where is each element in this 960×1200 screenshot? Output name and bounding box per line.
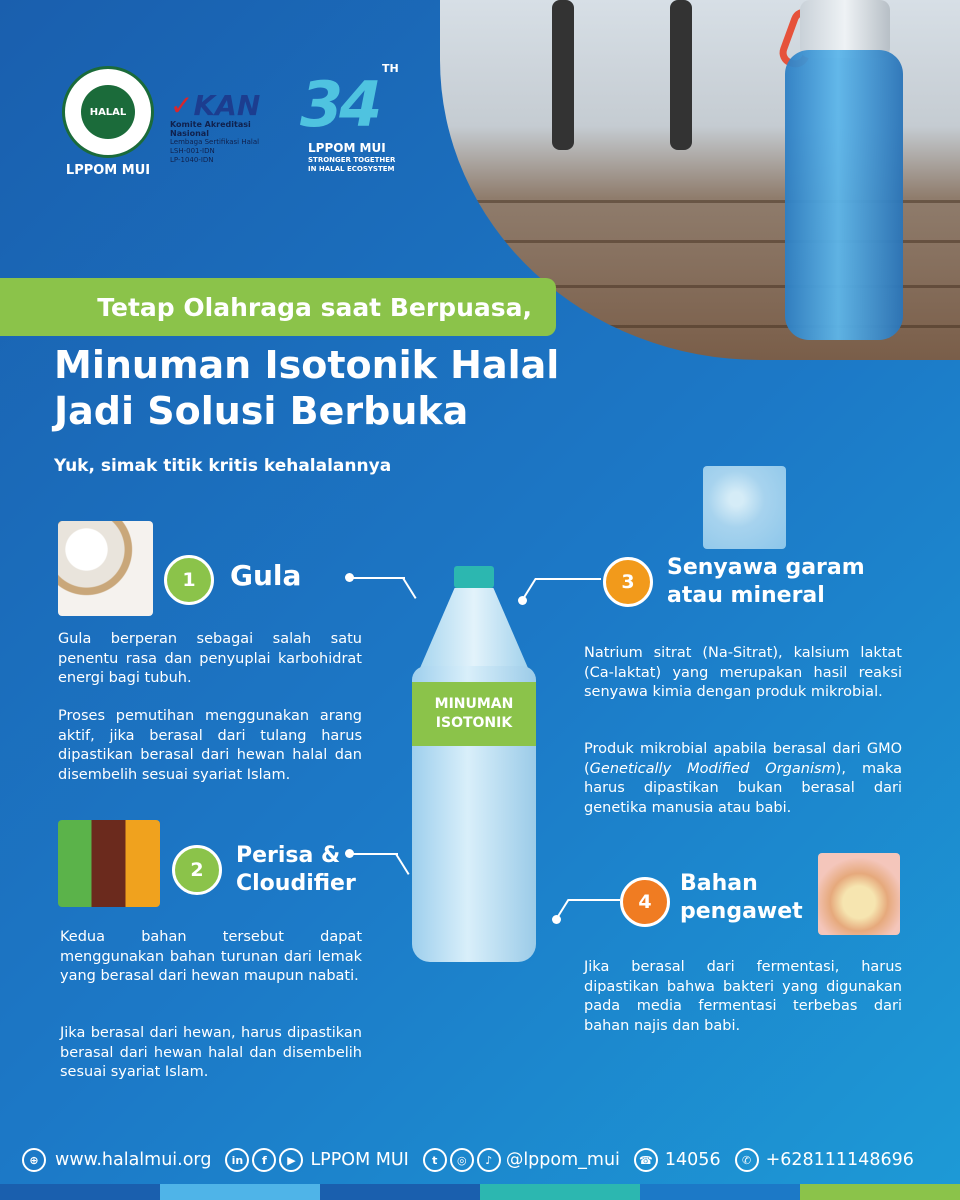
page-title: Minuman Isotonik Halal Jadi Solusi Berbuka bbox=[54, 343, 560, 433]
item-title-3: Senyawa garam atau mineral bbox=[667, 555, 865, 608]
item-1-paragraph-1: Gula berperan sebagai salah satu penentu rasa dan penyuplai karbohidrat energi bagi tubuh. bbox=[58, 631, 362, 686]
kan-logo: ✓KAN Komite Akreditasi Nasional Lembaga Sertifikasi Halal LSH-001-IDN LP-1040-IDN bbox=[170, 89, 261, 164]
footer bbox=[0, 1140, 960, 1180]
bottle-label: MINUMAN ISOTONIK bbox=[412, 682, 536, 746]
item-2-paragraph-2: Jika berasal dari hewan, harus dipastikan berasal dari hewan halal dan disembelih sesuai syariat Islam. bbox=[60, 1025, 362, 1080]
item-number-2: 2 bbox=[172, 845, 222, 895]
color-strip bbox=[0, 1184, 160, 1200]
sugar-image bbox=[58, 521, 153, 616]
tiktok-icon: ♪ bbox=[477, 1148, 501, 1172]
color-strip bbox=[160, 1184, 320, 1200]
subtitle: Tetap Olahraga saat Berpuasa, bbox=[97, 292, 532, 322]
whatsapp-icon: ✆ bbox=[735, 1148, 759, 1172]
mui-logo bbox=[62, 66, 154, 158]
color-strip bbox=[800, 1184, 960, 1200]
instagram-icon: ◎ bbox=[450, 1148, 474, 1172]
footer-phone[interactable]: ☎ 14056 bbox=[634, 1148, 721, 1172]
isotonic-bottle bbox=[412, 566, 536, 962]
footer-social-name[interactable]: in f ▶ LPPOM MUI bbox=[225, 1148, 408, 1172]
item-4-paragraph-1: Jika berasal dari fermentasi, harus dipastikan bahwa bakteri yang digunakan pada media fermentasi terbebas dari bahan najis dan babi. bbox=[584, 959, 902, 1034]
item-2-paragraph-1: Kedua bahan tersebut dapat menggunakan bahan turunan dari lemak yang berasal dari hewan maupun nabati. bbox=[60, 929, 362, 984]
preserved-drink-image bbox=[818, 853, 900, 935]
globe-icon: ⊕ bbox=[22, 1148, 46, 1172]
footer-whatsapp[interactable]: ✆ +628111148696 bbox=[735, 1148, 914, 1172]
connector-line bbox=[556, 899, 569, 919]
item-title-4: Bahan pengawet bbox=[680, 871, 803, 924]
drinks-image bbox=[58, 820, 160, 907]
item-title-1: Gula bbox=[230, 559, 302, 592]
connector-line bbox=[350, 853, 398, 855]
twitter-icon: t bbox=[423, 1148, 447, 1172]
color-strip bbox=[640, 1184, 800, 1200]
footer-handle[interactable]: t ◎ ♪ @lppom_mui bbox=[423, 1148, 620, 1172]
item-number-3: 3 bbox=[603, 557, 653, 607]
halal-seal-icon: HALAL bbox=[81, 85, 135, 139]
lead-text: Yuk, simak titik kritis kehalalannya bbox=[54, 456, 392, 476]
item-3-paragraph-1: Natrium sitrat (Na-Sitrat), kalsium laktat (Ca-laktat) yang merupakan hasil reaksi senyawa kimia dengan produk mikrobial. bbox=[584, 645, 902, 700]
item-1-paragraph-2: Proses pemutihan menggunakan arang aktif, jika berasal dari tulang harus dipastikan berasal dari hewan halal dan disembelih sesuai syariat Islam. bbox=[58, 708, 362, 783]
subtitle-banner bbox=[0, 278, 556, 336]
facebook-icon: f bbox=[252, 1148, 276, 1172]
connector-line bbox=[350, 577, 405, 579]
item-number-1: 1 bbox=[164, 555, 214, 605]
color-strip bbox=[480, 1184, 640, 1200]
water-drops-image bbox=[703, 466, 786, 549]
item-title-2: Perisa & Cloudifier bbox=[236, 843, 356, 896]
connector-line bbox=[568, 899, 620, 901]
phone-icon: ☎ bbox=[634, 1148, 658, 1172]
item-3-paragraph-2: Produk mikrobial apabila berasal dari GMO (Genetically Modified Organism), maka harus dipastikan bukan berasal dari genetika manusia atau babi. bbox=[584, 741, 902, 816]
connector-line bbox=[535, 578, 601, 580]
mui-logo-label: LPPOM MUI bbox=[65, 163, 151, 178]
linkedin-icon: in bbox=[225, 1148, 249, 1172]
item-number-4: 4 bbox=[620, 877, 670, 927]
connector-line bbox=[395, 853, 409, 874]
youtube-icon: ▶ bbox=[279, 1148, 303, 1172]
check-icon: ✓ bbox=[170, 89, 194, 122]
color-strip bbox=[320, 1184, 480, 1200]
footer-website[interactable]: ⊕ www.halalmui.org bbox=[22, 1148, 211, 1172]
